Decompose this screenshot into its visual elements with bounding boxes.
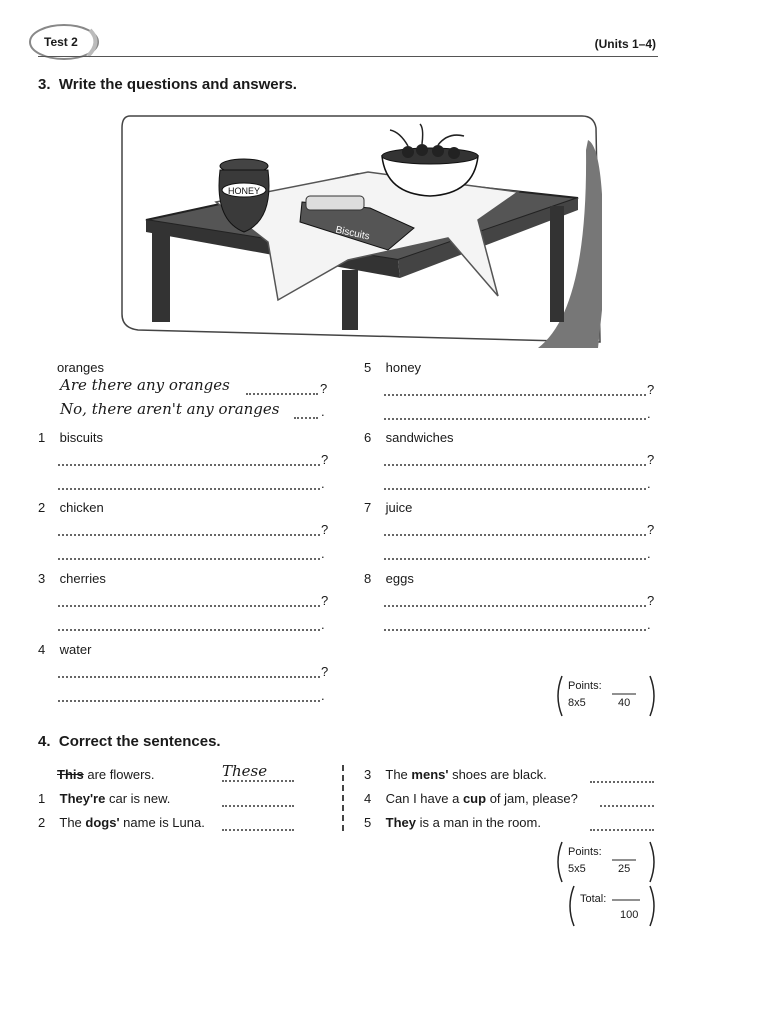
- test-label: Test 2: [44, 35, 78, 49]
- period-mark: .: [647, 476, 651, 491]
- ex3-title: Write the questions and answers.: [58, 76, 297, 93]
- item-label: 6 sandwiches: [364, 430, 454, 445]
- total-brackets: [566, 884, 658, 928]
- points-label: Points:: [568, 846, 602, 858]
- struck-word: This: [57, 767, 84, 782]
- question-line[interactable]: [58, 534, 320, 536]
- points-calc: 5x5: [568, 863, 586, 875]
- ex4-title: Correct the sentences.: [58, 733, 221, 750]
- period-mark: .: [321, 476, 325, 491]
- points-max: 25: [618, 863, 631, 875]
- period-mark: .: [647, 617, 651, 632]
- question-mark: ?: [320, 381, 328, 396]
- example-question: Are there any oranges: [60, 376, 230, 394]
- item-5: [364, 360, 664, 430]
- question-line[interactable]: [384, 394, 646, 396]
- item-7: [364, 500, 664, 570]
- column-divider: [342, 765, 344, 831]
- item-3: [38, 571, 338, 641]
- answer-line[interactable]: [58, 488, 320, 490]
- correction-line[interactable]: [222, 805, 294, 807]
- item-4: [38, 642, 338, 712]
- sentence-2: 2 The dogs' name is Luna.: [38, 815, 205, 830]
- item-label: 2 chicken: [38, 500, 104, 515]
- item-label: 7 juice: [364, 500, 413, 515]
- example-answer: No, there aren't any oranges: [60, 400, 280, 418]
- question-mark: ?: [647, 593, 655, 608]
- points-calc: 8x5: [568, 697, 586, 709]
- header-rule: [38, 56, 658, 57]
- sentence-3: 3 The mens' shoes are black.: [364, 767, 547, 782]
- total-box: [566, 884, 658, 928]
- question-line[interactable]: [58, 605, 320, 607]
- period-mark: .: [321, 404, 325, 419]
- period-mark: .: [321, 688, 325, 703]
- question-line[interactable]: [384, 605, 646, 607]
- ex3-heading: [38, 76, 297, 93]
- item-6: [364, 430, 664, 500]
- example-correction: These: [222, 762, 268, 780]
- answer-line[interactable]: [58, 700, 320, 702]
- period-mark: .: [321, 617, 325, 632]
- example-word: oranges: [57, 360, 104, 375]
- sentence-5: 5 They is a man in the room.: [364, 815, 541, 830]
- answer-line[interactable]: [384, 488, 646, 490]
- table-picture: [118, 110, 602, 350]
- period-mark: .: [321, 546, 325, 561]
- sentence-4: 4 Can I have a cup of jam, please?: [364, 791, 578, 806]
- points-label: Points:: [568, 680, 602, 692]
- question-mark: ?: [647, 452, 655, 467]
- correction-line[interactable]: [590, 781, 654, 783]
- correction-line[interactable]: [222, 829, 294, 831]
- question-mark: ?: [321, 664, 329, 679]
- item-2: [38, 500, 338, 570]
- answer-line[interactable]: [58, 629, 320, 631]
- answer-line[interactable]: [384, 418, 646, 420]
- answer-line[interactable]: [384, 629, 646, 631]
- item-1: [38, 430, 338, 500]
- answer-line: [246, 393, 318, 395]
- item-8: [364, 571, 664, 641]
- box-label: Biscuits: [334, 224, 371, 243]
- correction-line[interactable]: [590, 829, 654, 831]
- points-box-ex4: [554, 840, 658, 884]
- ex4-heading: [38, 733, 221, 750]
- sentence-1: 1 They're car is new.: [38, 791, 171, 806]
- period-mark: .: [647, 546, 651, 561]
- total-max: 100: [620, 909, 639, 921]
- question-mark: ?: [647, 522, 655, 537]
- item-label: 3 cherries: [38, 571, 106, 586]
- ex4-number: 4.: [38, 733, 51, 750]
- answer-line: [294, 417, 318, 419]
- points-box-ex3: [554, 674, 658, 718]
- total-label: Total:: [580, 893, 607, 905]
- question-mark: ?: [647, 382, 655, 397]
- jar-label: HONEY: [227, 186, 261, 196]
- question-mark: ?: [321, 452, 329, 467]
- period-mark: .: [647, 406, 651, 421]
- question-line[interactable]: [384, 534, 646, 536]
- question-line[interactable]: [384, 464, 646, 466]
- item-label: 8 eggs: [364, 571, 414, 586]
- points-max: 40: [618, 697, 631, 709]
- question-mark: ?: [321, 593, 329, 608]
- units-label: (Units 1–4): [594, 37, 656, 51]
- answer-line[interactable]: [384, 558, 646, 560]
- answer-line[interactable]: [58, 558, 320, 560]
- question-line[interactable]: [58, 464, 320, 466]
- item-label: 5 honey: [364, 360, 422, 375]
- correction-line[interactable]: [600, 805, 654, 807]
- question-line[interactable]: [58, 676, 320, 678]
- question-mark: ?: [321, 522, 329, 537]
- ex4-example: This are flowers.: [57, 767, 155, 782]
- item-label: 4 water: [38, 642, 92, 657]
- correction-line: [222, 780, 294, 782]
- ex3-number: 3.: [38, 76, 51, 93]
- item-label: 1 biscuits: [38, 430, 103, 445]
